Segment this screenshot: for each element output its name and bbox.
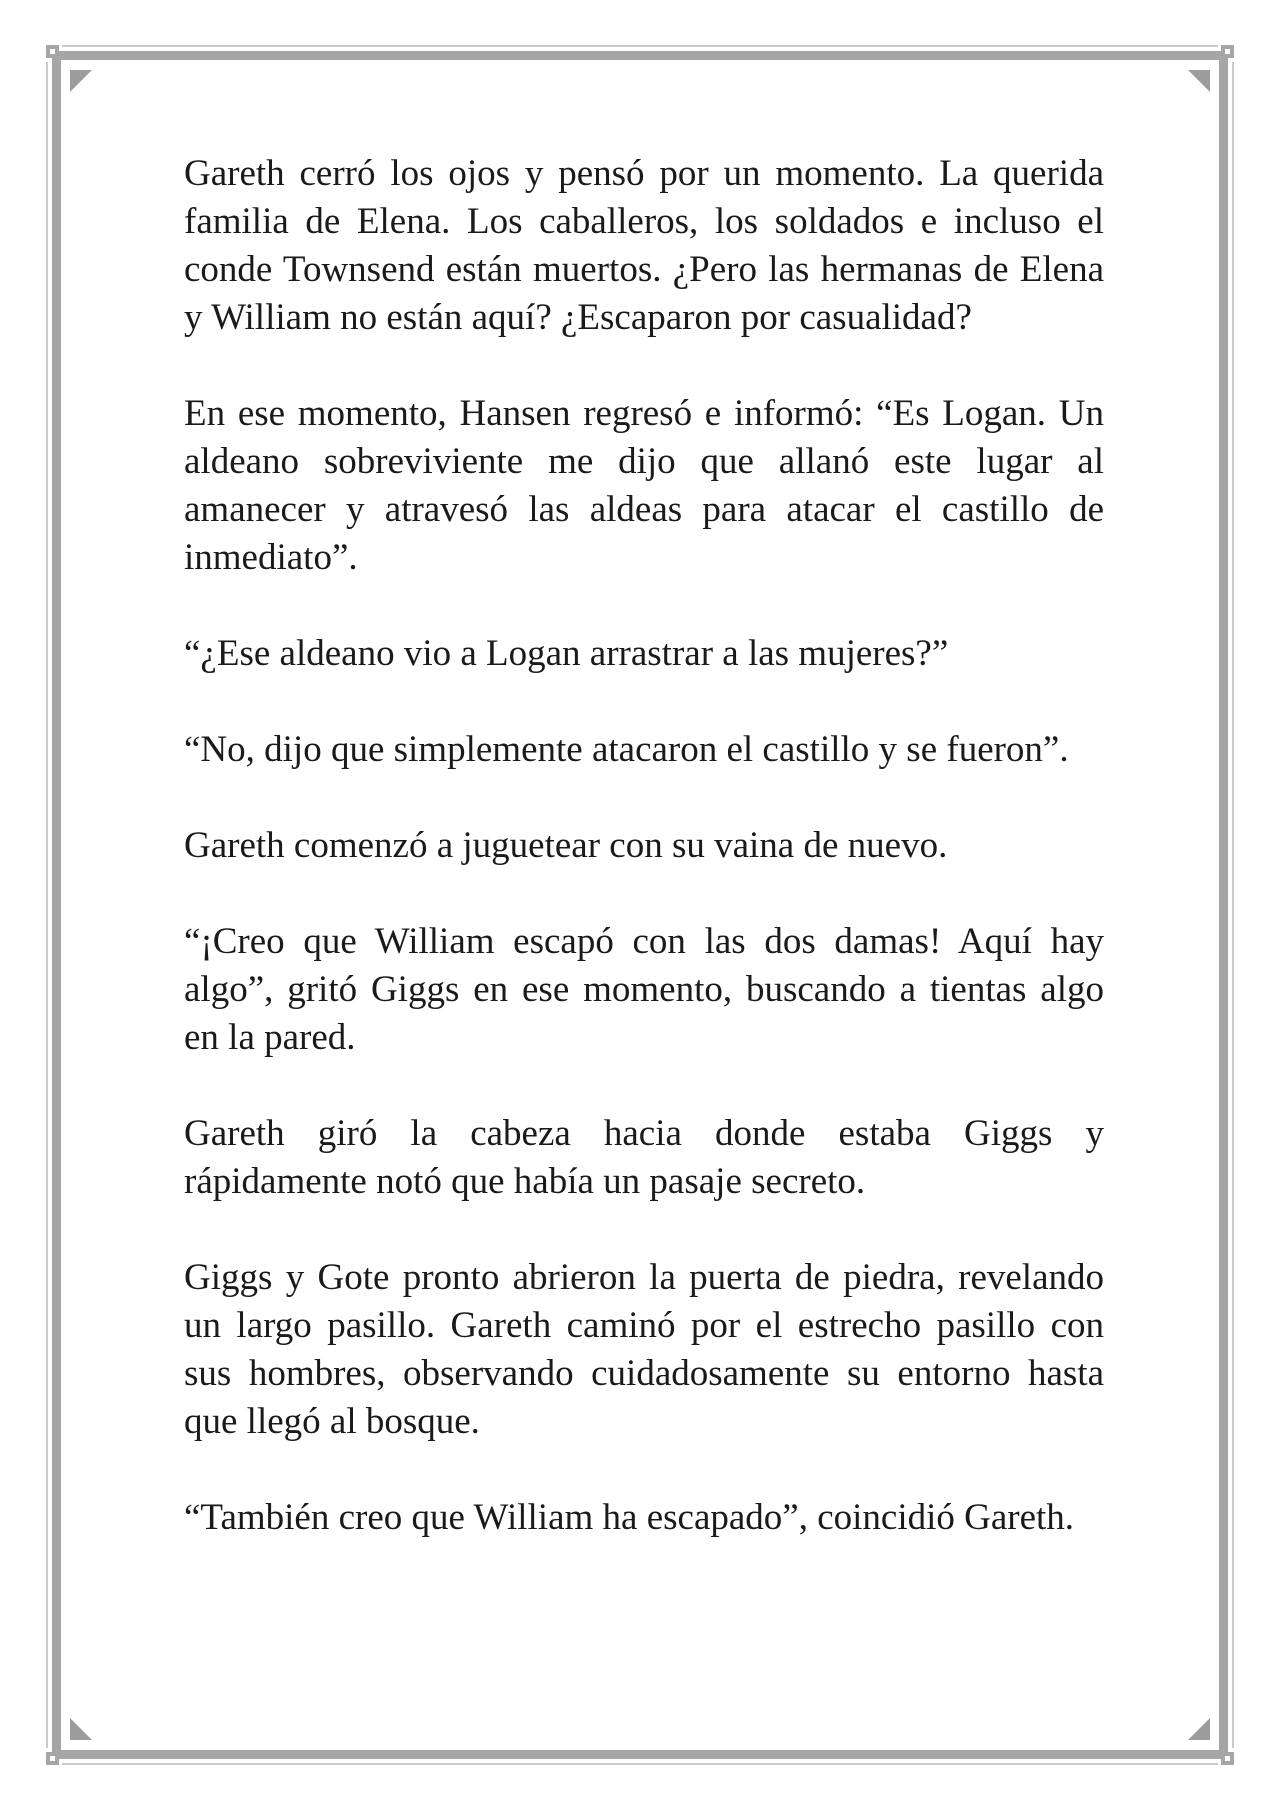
document-body (184, 150, 1104, 1590)
paragraph: Gareth comenzó a juguetear con su vaina de nuevo. (184, 825, 948, 866)
paragraph: “¡Creo que William escapó con las dos damas! Aquí hay algo”, gritó Giggs en ese momento, buscando a tientas algo en la pared. (184, 921, 1104, 1058)
paragraph: Gareth cerró los ojos y pensó por un momento. La querida familia de Elena. Los caballeros, los soldados e incluso el conde Townsend están muertos. ¿Pero las hermanas de Elena y William no están aquí? ¿Escaparon por casualidad? (184, 153, 1104, 338)
top-right-triangle (1188, 70, 1210, 92)
top-left-triangle (70, 70, 92, 92)
paragraph: “¿Ese aldeano vio a Logan arrastrar a las mujeres?” (184, 633, 949, 674)
paragraph: “No, dijo que simplemente atacaron el castillo y se fueron”. (184, 729, 1069, 770)
bottom-right-triangle (1188, 1718, 1210, 1740)
paragraph: Giggs y Gote pronto abrieron la puerta de piedra, revelando un largo pasillo. Gareth caminó por el estrecho pasillo con sus hombres, observando cuidadosamente su entorno hasta que llegó al bosque. (184, 1257, 1104, 1442)
paragraph: Gareth giró la cabeza hacia donde estaba Giggs y rápidamente notó que había un pasaje secreto. (184, 1113, 1104, 1202)
paragraph: “También creo que William ha escapado”, coincidió Gareth. (184, 1497, 1075, 1538)
paragraph: En ese momento, Hansen regresó e informó: “Es Logan. Un aldeano sobreviviente me dijo que allanó este lugar al amanecer y atravesó las aldeas para atacar el castillo de inmediato”. (184, 393, 1104, 578)
bottom-left-triangle (70, 1718, 92, 1740)
